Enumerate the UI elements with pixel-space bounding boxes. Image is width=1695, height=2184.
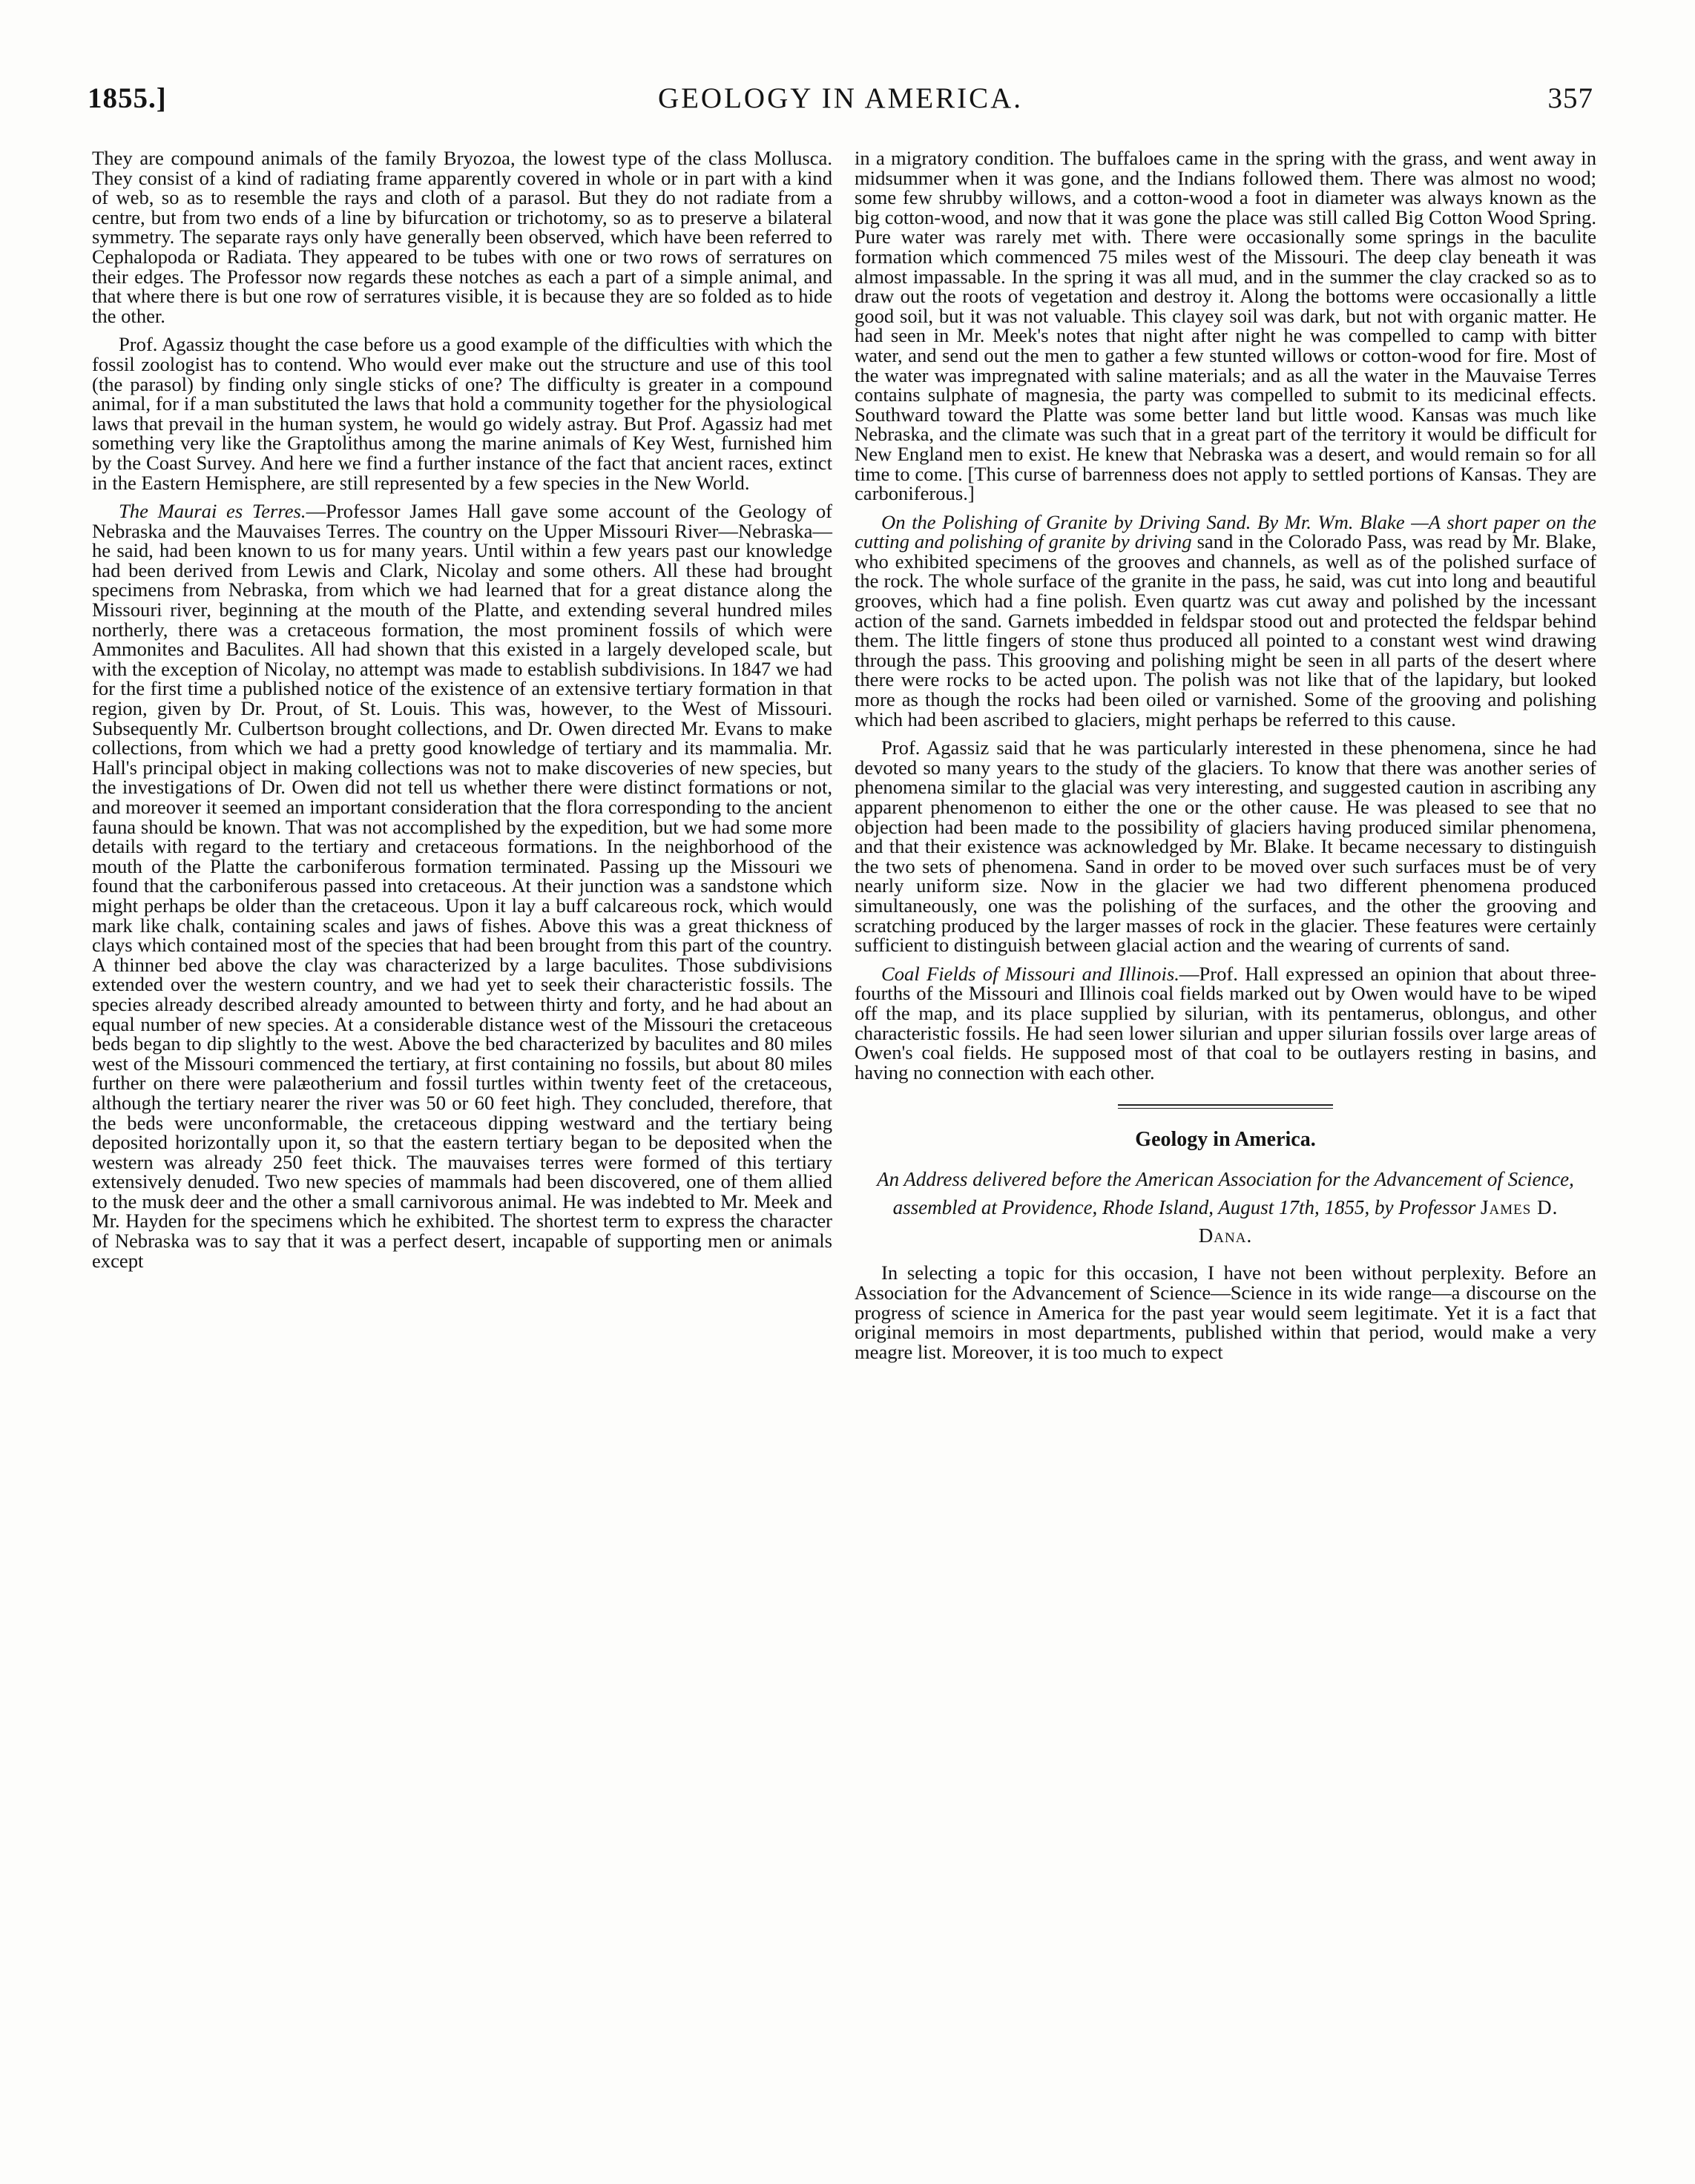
paragraph-body-granite-polishing: sand in the Colorado Pass, was read by Mr. Blake, who exhibited specimens of the grooves and channels, as well as of the polished surface of the rock. The whole surface of the granite in the pass, he said, was cut into long and beautiful grooves, which had a fine polish. Even quartz was cut away and polished by the incessant action of the sand. Garnets imbedded in feldspar stood out and protected the feldspar behind them. The little fingers of stone thus produced all pointed to a constant west wind drawing through the pass. This grooving and polishing might be seen in all parts of the desert where there were rocks to be acted upon. The polish was not like that of the lapidary, but looked more as though the rocks had been oiled or varnished. Some of the grooving and polishing which had been ascribed to glaciers, might perhaps be referred to this cause. [855,530,1596,730]
page-number: 357 [1547,82,1593,114]
paragraph-body-coal-fields: —Prof. Hall expressed an opinion that about three-fourths of the Missouri and Illinois coal fields marked out by Owen would have to be wiped off the map, and its place supplied by silurian, with its pentamerus, oblongus, and other characteristic fossils. He had seen lower silurian and upper silurian fossils over large areas of Owen's coal fields. He supposed most of that coal to be outlayers resting in basins, and having no connection with each other. [855,962,1596,1083]
paragraph-lead-coal-fields: Coal Fields of Missouri and Illinois. [881,962,1179,985]
paragraph-coal-fields [855,964,1596,1083]
header-year: 1855.] [88,82,167,114]
section-subtitle [877,1165,1574,1250]
section-title: Geology in America. [1135,1128,1316,1152]
paragraph-granite-polishing [855,512,1596,730]
paragraph-migratory: in a migratory condition. The buffaloes came in the spring with the grass, and went away in midsummer when it was gone, and the Indians followed them. There was almost no wood; some few shrubby willows, and a cotton-wood a foot in diameter was always known as the big cotton-wood, and now that it was gone the place was still called Big Cotton Wood Spring. Pure water was rarely met with. There were occasionally some springs in the baculite formation which commenced 75 miles west of the Missouri. The deep clay beneath it was almost impassable. In the spring it was all mud, and in the summer the clay cracked so as to draw out the roots of vegetation and destroy it. Along the bottoms were occasionally a little good soil, but it was not valuable. This clayey soil was dark, but not with organic matter. He had seen in Mr. Meek's notes that night after night he was compelled to camp with bitter water, and send out the men to gather a few stunted willows or cotton-wood for fire. Most of the water was impregnated with saline materials; and as all the water in the Mauvaise Terres contains sulphate of magnesia, the party was compelled to submit to its medicinal effects. Southward toward the Platte was some better land but little wood. Kansas was much like Nebraska, and the climate was such that in a great part of the territory it would be difficult for New England men to exist. He knew that Nebraska was a desert, and would remain so for all time to come. [This curse of barrenness does not apply to settled portions of Kansas. They are carboniferous.] [855,147,1596,505]
paragraph-bryozoa: They are compound animals of the family Bryozoa, the lowest type of the class Mollusca. They consist of a kind of radiating frame apparently covered in whole or in part with a kind of web, so as to resemble the rays and cloth of a parasol. But they do not radiate from a centre, but from two ends of a line by bifurcation or trichotomy, so as to preserve a bilateral symmetry. The separate rays only have generally been observed, which have been referred to Cephalopoda or Radiata. They appeared to be tubes with one or two rows of serratures on their edges. The Professor now regards these notches as each a part of a simple animal, and that where there is but one row of serratures visible, it is because they are so folded as to hide the other. [92,147,832,327]
subtitle-author: James D. Dana. [1198,1196,1559,1247]
section-divider [1118,1104,1333,1109]
running-head [88,82,1593,126]
paragraph-lead-granite-polishing: On the Polishing of Granite by Driving Sand. By Mr. Wm. Blake —A short paper on the cutting and polishing of granite by driving [855,510,1596,553]
paragraph-lead-mauvaises-terres: The Maurai es Terres. [119,500,306,523]
paragraph-body-mauvaises-terres: —Professor James Hall gave some account of the Geology of Nebraska and the Mauvaises Terres. The country on the Upper Missouri River—Nebraska—he said, had been known to us for many years. Until within a few years past our knowledge had been derived from Lewis and Clark, Nicolay and some others. All these had brought specimens from Nebraska, from which we had learned that for a great distance along the Missouri river, beginning at the mouth of the Platte, and extending several hundred miles northerly, there was a cretaceous formation, the most prominent fossils of which were Ammonites and Baculites. All had shown that this existed in a largely developed scale, but with the exception of Nicolay, no attempt was made to establish subdivisions. In 1847 we had for the first time a published notice of the existence of an extensive tertiary formation in that region, given by Dr. Prout, of St. Louis. This was, however, to the West of Missouri. Subsequently Mr. Culbertson brought collections, and Dr. Owen directed Mr. Evans to make collections, from which we had a pretty good knowledge of tertiary and its mammalia. Mr. Hall's principal object in making collections was not to make discoveries of new species, but the investigations of Dr. Owen did not tell us whether there were distinct formations or not, and moreover it seemed an important consideration that the flora corresponding to the ancient fauna should be known. That was not accomplished by the expedition, but we had some more details with regard to the tertiary and cretaceous formations. In the neighborhood of the mouth of the Platte the carboniferous formation terminated. Passing up the Missouri we found that the carboniferous passed into cretaceous. At their junction was a sandstone which might perhaps be older than the cretaceous. Upon it lay a buff calcareous rock, which would mark like chalk, containing scales and jaws of fishes. Above this was a great thickness of clays which contained most of the species that had been brought from this part of the country. A thinner bed above the clay was characterized by a large baculites. Those subdivisions extended over the western country, and we had yet to seek their characteristic fossils. The species already described already amounted to between thirty and forty, and he had about an equal number of new species. At a considerable distance west of the Missouri the cretaceous beds began to dip slightly to the west. Above the bed characterized by baculites and 80 miles west of the Missouri commenced the tertiary, at first containing no fossils, but about 80 miles further on there were palæotherium and fossil turtles within twenty feet of the cretaceous, although the tertiary nearer the river was 50 or 60 feet high. They concluded, therefore, that the beds were unconformable, the cretaceous dipping westward and the tertiary being deposited horizontally upon it, so that the eastern tertiary began to be deposited when the western was already 250 feet thick. The mauvaises terres were formed of this tertiary extensively denuded. Two new species of mammals had been discovered, one of them allied to the musk deer and the other a small carnivorous animal. He was indebted to Mr. Meek and Mr. Hayden for the specimens which he exhibited. The shortest term to express the character of Nebraska was to say that it was a perfect desert, incapable of supporting men or animals except [92,500,832,1272]
paragraph-agassiz-remarks: Prof. Agassiz thought the case before us a good example of the difficulties with which the fossil zoologist has to contend. Who would ever make out the structure and use of this tool (the parasol) by finding only single sticks of one? The difficulty is greater in a compound animal, for if a man substituted the laws that hold a community together for the physiological laws that prevail in the human system, he would go widely astray. But Prof. Agassiz had met something very like the Graptolithus among the marine animals of Key West, furnished him by the Coast Survey. And here we find a further instance of the fact that ancient races, extinct in the Eastern Hemisphere, are still represented by a few species in the New World. [92,333,832,494]
subtitle-text: An Address delivered before the American Association for the Advancement of Science, assembled at Providence, Rhode Island, August 17th, 1855, by Professor [877,1168,1574,1219]
paragraph-agassiz-glaciers: Prof. Agassiz said that he was particularly interested in these phenomena, since he had devoted so many years to the study of the glaciers. To know that there was another series of phenomena similar to the glacial was very interesting, and suggested caution in ascribing any apparent phenomenon to either the one or the other cause. He was pleased to see that no objection had been made to the possibility of glaciers having produced similar phenomena, and that their existence was acknowledged by Mr. Blake. It became necessary to distinguish the two sets of phenomena. Sand in order to be moved over such surfaces must be of very nearly uniform size. Now in the glacier we had two different phenomena produced simultaneously, one was the polishing of the surfaces, and the other the grooving and scratching produced by the larger masses of rock in the glacier. These features were certainly sufficient to distinguish between glacial action and the wearing of currents of sand. [855,736,1596,957]
left-column [92,148,832,1270]
paragraph-mauvaises-terres [92,501,832,1270]
right-column [855,148,1596,1362]
header-title: GEOLOGY IN AMERICA. [657,82,1024,114]
paragraph-address-opening: In selecting a topic for this occasion, I have not been without perplexity. Before an Association for the Advancement of Science—Science in its wide range—a discourse on the progress of science in America for the past year would seem legitimate. Yet it is a fact that original memoirs in most departments, published within that period, would make a very meagre list. Moreover, it is too much to expect [855,1261,1596,1363]
